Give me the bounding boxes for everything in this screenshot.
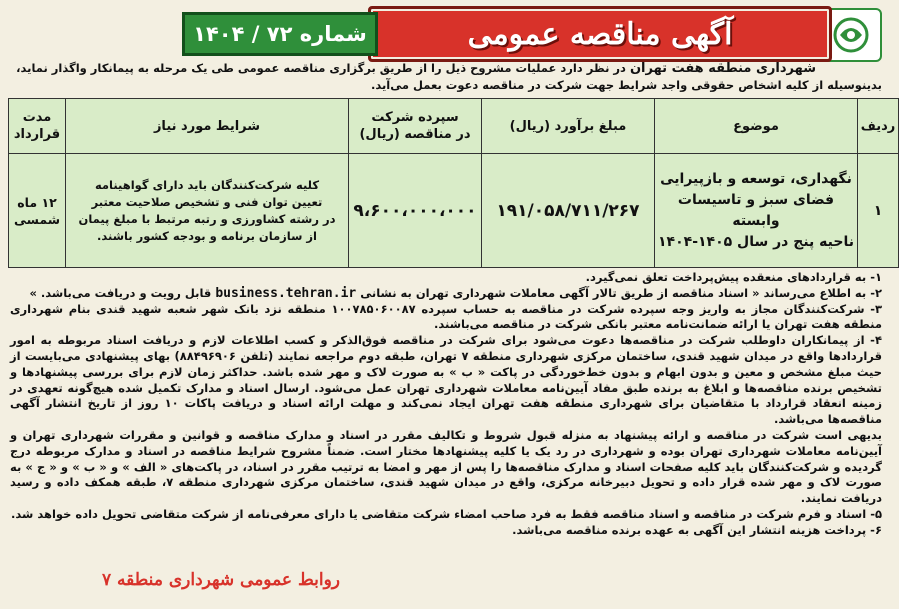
cell-subject: [655, 154, 858, 268]
header-duration-line2: قرارداد: [13, 127, 61, 142]
cell-subject-line3: ناحیه پنج در سال ۱۴۰۵-۱۴۰۴: [658, 233, 854, 250]
notice-number-banner: [182, 12, 378, 56]
cell-duration: [9, 154, 66, 268]
notice-title-banner: [368, 6, 832, 62]
cell-deposit: ۹،۶۰۰،۰۰۰،۰۰۰: [349, 154, 482, 268]
table-row: [9, 154, 899, 268]
public-relations-signature: روابط عمومی شهرداری منطقه ۷: [101, 570, 340, 590]
item-2-text-a: ۲- به اطلاع می‌رساند « اسناد مناقصه از طریق تالار آگهی معاملات شهرداری تهران به نشانی: [360, 285, 882, 300]
table-header-row: [9, 99, 899, 154]
cell-radif: ۱: [858, 154, 899, 268]
intro-paragraph: [10, 60, 816, 77]
header-deposit-line2: در مناقصه (ریال): [359, 127, 471, 142]
list-item: بدیهی است شرکت در مناقصه و ارائه پیشنهاد به منزله قبول شروط و تکالیف مقرر در اسناد و مدارک مناقصه و قوانین و مقررات شهرداری تهران و آیین‌نامه معاملات شهرداری تهران بوده و شهرداری در رد یک یا کلیه پیشنهادها مختار است. ضمناً مشروح شرایط مناقصه در اسناد و مدارک مربوطه درج گردیده و شرکت‌کنندگان باید کلیه صفحات اسناد و مدارک مناقصه‌ها را پس از مهر و امضا به ترتیب مقرر در اسناد، در پاکت‌های « الف » و « ب » و « ج » به صورت لاک و مهر شده قرار داده و تحویل دبیرخانه مرکزی، واقع در میدان شهید قندی، ساختمان مرکزی شهرداری منطقه ۷، طبقه همکف داده و رسید دریافت نمایند.: [10, 427, 882, 506]
cell-subject-line2: فضای سبز و تاسیسات وابسته: [677, 191, 835, 229]
intro-org: شهرداری منطقه هفت تهران: [629, 61, 816, 76]
cell-conditions-line2: تعیین توان فنی و تشخیص صلاحیت معتبر: [91, 194, 323, 209]
header-duration-line1: مدت: [22, 110, 52, 125]
header-radif: ردیف: [858, 99, 899, 154]
cell-price: ۱۹۱/۰۵۸/۷۱۱/۲۶۷: [482, 154, 655, 268]
notice-title: آگهی مناقصه عمومی: [467, 16, 733, 52]
item-2-text-b: قابل رویت و دریافت می‌باشد. »: [29, 285, 212, 300]
notice-number: شماره ۷۲ / ۱۴۰۴: [193, 22, 367, 46]
list-item: [10, 286, 882, 302]
cell-subject-line1: نگهداری، توسعه و بازپیرایی: [660, 170, 852, 187]
cell-conditions-line3: در رشته کشاورزی و رتبه مرتبط با مبلغ پیمان: [78, 211, 336, 226]
cell-duration-line2: شمسی: [13, 211, 61, 227]
cell-conditions-line4: از سازمان برنامه و بودجه کشور باشند.: [97, 228, 317, 243]
header-price: مبلغ برآورد (ریال): [482, 99, 655, 154]
intro-text-2: بدینوسیله از کلیه اشخاص حقوقی واجد شرایط جهت شرکت در مناقصه دعوت بعمل می‌آید.: [370, 78, 882, 92]
header-deposit: [349, 99, 482, 154]
header-conditions: شرایط مورد نیاز: [66, 99, 349, 154]
list-item: ۴- از پیمانکاران داوطلب شرکت در مناقصه‌ها دعوت می‌شود برای شرکت در مناقصه فوق‌الذکر و کسب اطلاعات لازم و دریافت اسناد مربوطه به امور قراردادها واقع در میدان شهید قندی، ساختمان مرکزی شهرداری منطقه ۷ تهران، طبقه دوم مراجعه نمایند (تلفن ۸۸۴۹۶۹۰۶) بهای پیشنهادی می‌بایست از حیث مبلغ مشخص و معین و بدون ابهام و بدون خط‌خوردگی در پاکت « ب » به صورت لاک و مهر شده باشد. حداکثر زمان لازم برای بررسی پیشنهادها و تشخیص برنده مناقصه‌ها و ابلاغ به برنده طبق مفاد آیین‌نامه معاملات شهرداری تهران عمل می‌شود. ارسال اسناد و مدارک تکمیل شده هیچ‌گونه تعهدی در زمینه انعقاد قرارداد با متقاضیان برای شهرداری منطقه هفت تهران ایجاد نمی‌کند و مهلت ارائه اسناد و دریافت پاکات ۱۰ روز از تاریخ انتشار آگهی مناقصه‌ها می‌باشد.: [10, 333, 882, 427]
cell-duration-line1: ۱۲ ماه: [17, 194, 57, 210]
list-item: ۳- شرکت‌کنندگان مجاز به واریز وجه سپرده شرکت در مناقصه به حساب سپرده ۱۰۰۷۸۵۰۶۰۰۸۷ منطقه نزد بانک شهر شعبه شهید قندی بنام شهرداری منطقه هفت تهران یا ارائه ضمانت‌نامه معتبر بانکی شرکت در مناقصه می‌باشند.: [10, 301, 883, 332]
list-item: ۱- به قراردادهای منعقده پیش‌پرداخت تعلق نمی‌گیرد.: [585, 270, 882, 284]
conditions-list: [10, 270, 882, 539]
tehran-emblem-icon: [828, 15, 874, 55]
header-duration: [9, 99, 66, 154]
cell-conditions-line1: کلیه شرکت‌کنندگان باید دارای گواهینامه: [94, 177, 320, 192]
header-deposit-line1: سپرده شرکت: [371, 110, 459, 125]
intro-text-1: در نظر دارد عملیات مشروح ذیل را از طریق برگزاری مناقصه عمومی طی یک مرحله به پیمانکار واگذار نماید،: [16, 61, 626, 75]
cell-conditions: [66, 154, 349, 268]
list-item: ۵- اسناد و فرم شرکت در مناقصه و اسناد مناقصه فقط به فرد صاحب امضاء شرکت متقاضی یا دارای معرفی‌نامه از شرکت متقاضی تحویل داده خواهد شد.: [11, 506, 882, 521]
business-portal-link[interactable]: business.tehran.ir: [215, 285, 357, 301]
tender-table: [8, 98, 899, 268]
list-item: ۶- پرداخت هزینه انتشار این آگهی به عهده برنده مناقصه می‌باشد.: [512, 522, 882, 537]
header-subject: موضوع: [655, 99, 858, 154]
